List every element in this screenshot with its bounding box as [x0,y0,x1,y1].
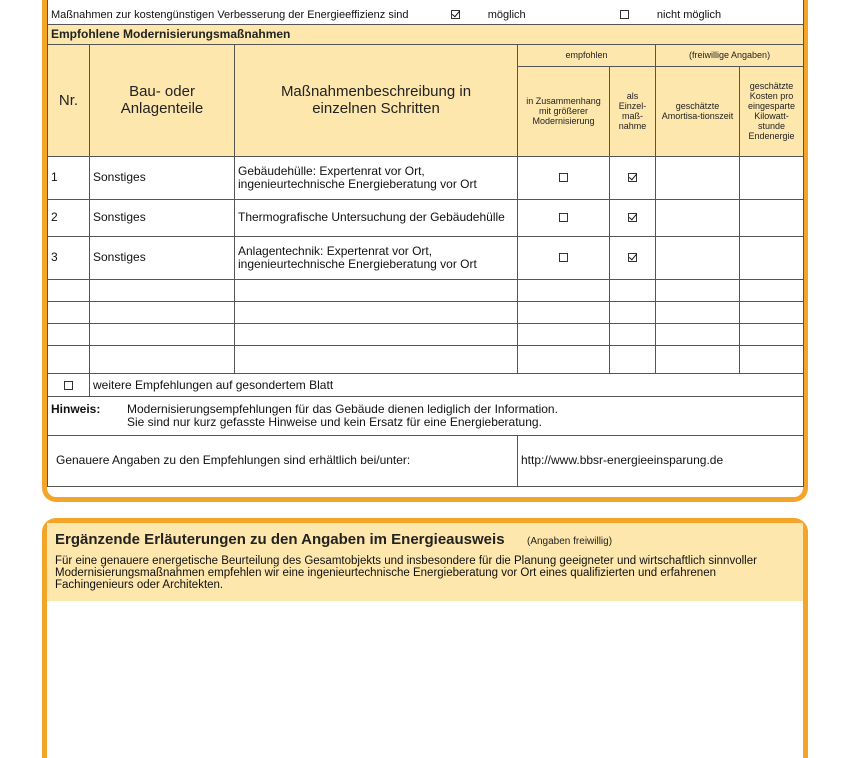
table-row-empty [48,301,804,323]
hint-box [48,396,804,435]
row-beschreibung: Anlagentechnik: Expertenrat vor Ort, ingenieurtechnische Energieberatung vor Ort [235,236,518,279]
row-kosten [740,236,804,279]
option-not-possible-label: nicht möglich [656,8,722,21]
col-header-beschreibung: Maßnahmenbeschreibung in einzelnen Schritten [235,44,518,156]
row-einzel-checkbox[interactable] [628,173,637,182]
explanations-text: Für eine genauere energetische Beurteilung des Gesamtobjekts und insbesondere für die Planung geeigneter und wirtschaftlich sinnvoller Modernisierungsmaßnahmen empfehlen wir eine ingenieurtechnische Energieberatung vor Ort eines qualifizierten und erfahrenen Fachingenieurs oder Architekten. [47,553,803,601]
row-bauteil: Sonstiges [90,199,235,236]
explanations-panel [42,518,808,758]
more-checkbox-cell [48,373,90,396]
more-recommendations-label: weitere Empfehlungen auf gesondertem Blatt [90,373,804,396]
row-bauteil: Sonstiges [90,156,235,199]
row-zusammenhang-checkbox[interactable] [559,213,568,222]
explanations-title: Ergänzende Erläuterungen zu den Angaben im Energieausweis [55,531,505,548]
hint-text-line1: Modernisierungsempfehlungen für das Gebäude dienen lediglich der Information. [127,401,558,416]
info-url[interactable]: http://www.bbsr-energieeinsparung.de [518,435,804,486]
table-row [48,156,804,199]
row-nr: 1 [48,156,90,199]
row-bauteil: Sonstiges [90,236,235,279]
option-possible-label: möglich [487,8,526,21]
option-not-possible-checkbox[interactable] [620,10,629,19]
col-header-einzel: als Einzel-maß-nahme [610,66,656,156]
options-row [48,0,804,24]
hint-text-line2: Sie sind nur kurz gefasste Hinweise und kein Ersatz für eine Energieberatung. [127,414,542,429]
row-zusammenhang-checkbox[interactable] [559,253,568,262]
col-header-amortisation: geschätzte Amortisa-tionszeit [656,66,740,156]
table-row-empty [48,345,804,373]
row-beschreibung: Gebäudehülle: Expertenrat vor Ort, ingenieurtechnische Energieberatung vor Ort [235,156,518,199]
row-zusammenhang-checkbox[interactable] [559,173,568,182]
col-header-bauteile: Bau- oder Anlagenteile [90,44,235,156]
options-text: Maßnahmen zur kostengünstigen Verbesserung der Energieeffizienz sind [51,8,409,21]
col-header-kosten: geschätzte Kosten pro eingesparte Kilowatt-stunde Endenergie [740,66,804,156]
col-header-freiwillig: (freiwillige Angaben) [656,44,804,66]
col-header-zusammenhang: in Zusammenhang mit größerer Modernisierung [518,66,610,156]
more-recommendations-checkbox[interactable] [64,381,73,390]
table-row-empty [48,323,804,345]
col-header-empfohlen: empfohlen [518,44,656,66]
modernization-panel [42,0,808,502]
hint-label: Hinweis: [51,401,101,416]
col-header-nr: Nr. [48,44,90,156]
row-nr: 3 [48,236,90,279]
row-amortisation [656,156,740,199]
row-einzel-checkbox[interactable] [628,253,637,262]
option-possible-checkbox[interactable] [451,10,460,19]
row-amortisation [656,236,740,279]
row-kosten [740,156,804,199]
explanations-note: (Angaben freiwillig) [527,536,613,547]
row-amortisation [656,199,740,236]
modernization-table [47,0,804,487]
section-title: Empfohlene Modernisierungsmaßnahmen [48,24,804,44]
table-row-empty [48,279,804,301]
info-label: Genauere Angaben zu den Empfehlungen sind erhältlich bei/unter: [48,435,518,486]
table-row [48,199,804,236]
row-nr: 2 [48,199,90,236]
table-row [48,236,804,279]
row-beschreibung: Thermografische Untersuchung der Gebäudehülle [235,199,518,236]
explanations-header [47,523,803,553]
row-kosten [740,199,804,236]
row-einzel-checkbox[interactable] [628,213,637,222]
